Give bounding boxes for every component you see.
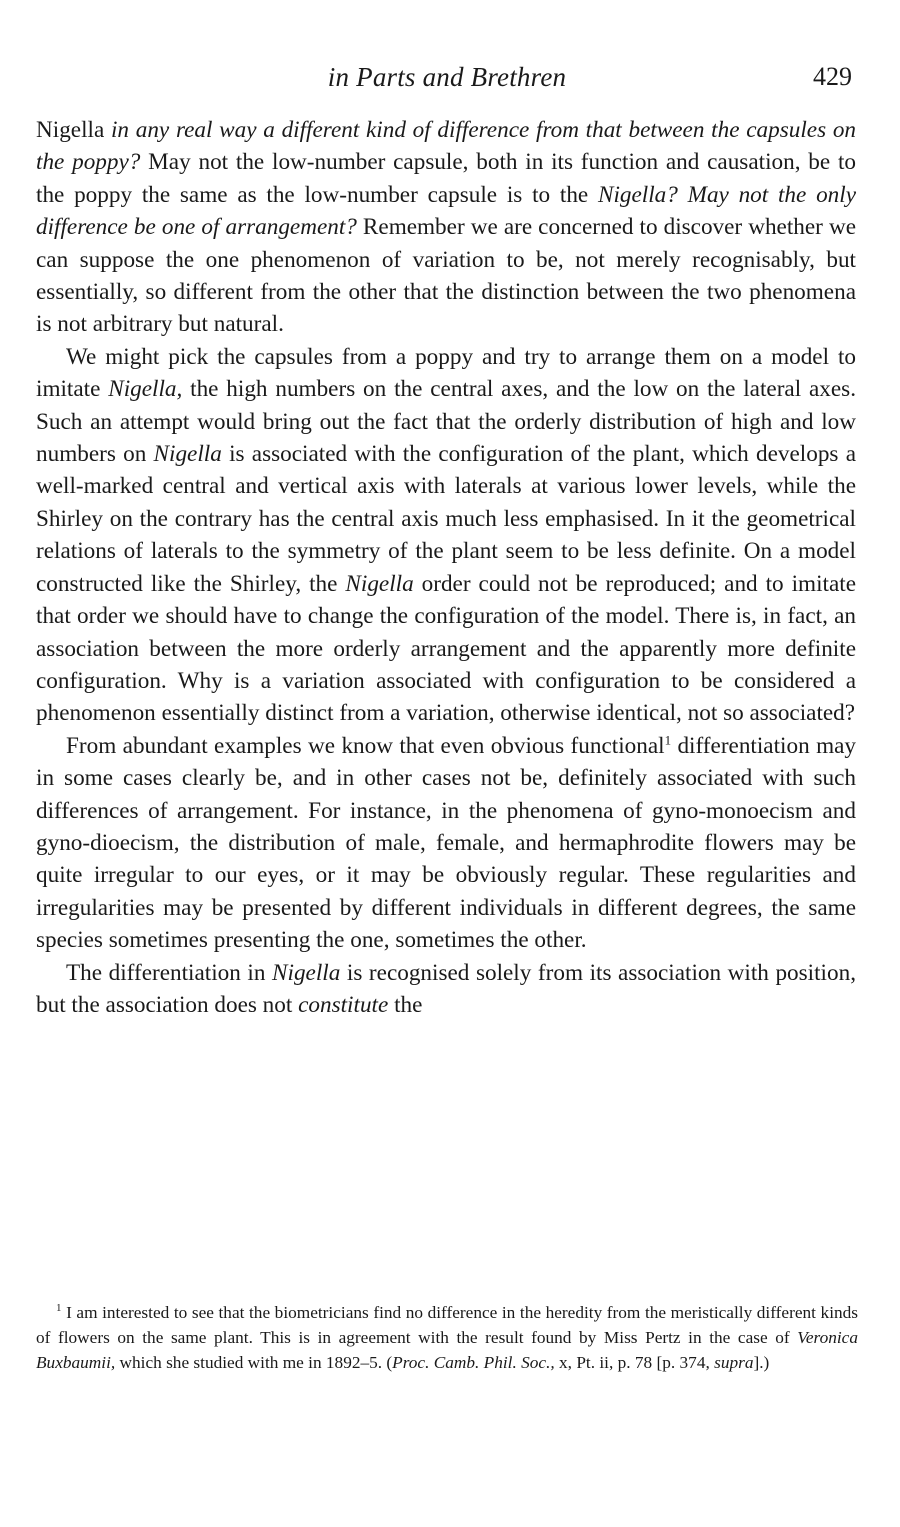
text-run: x, Pt. ii, p. 78 [p. 374, [554, 1353, 715, 1372]
italic-text: May not the only difference be one of arrangement? [36, 181, 856, 241]
paragraph-1 [36, 114, 856, 341]
italic-text: in any real way a different kind of difference from that between the capsules on the poppy? [36, 117, 857, 176]
footnote [36, 1300, 858, 1375]
paragraph-4 [36, 957, 856, 1022]
italic-text: Nigella [272, 959, 341, 986]
text-run: Remember we are concerned to discover whether we can suppose the one phenomenon of variation to be, not merely recognisably, but essentially, so different from the other that the distinction between the two phenomena is not arbitrary but natural. [36, 214, 856, 338]
text-run: the high numbers on the central axes, and the low on the lateral axes. Such an attempt would bring out the fact that the orderly distribution of high and low numbers on [36, 376, 856, 468]
running-head [36, 62, 858, 98]
paragraph-3 [36, 730, 856, 957]
text-run: We might pick the capsules from a poppy and try to arrange them on a model to imitate [36, 343, 856, 403]
text-run: is associated with the configuration of the plant, which develops a well-marked central and vertical axis with laterals at various lower levels, while the Shirley on the contrary has the central axis much less emphasised. In it the geometrical relations of laterals to the symmetry of the plant seem to be less definite. On a model constructed like the Shirley, the [36, 441, 856, 597]
body-text [36, 114, 856, 1021]
italic-text: Nigella? [597, 181, 678, 208]
text-run: the [388, 991, 423, 1018]
text-run: I am interested to see that the biometricians find no difference in the heredity from the meristically different kinds of flowers on the same plant. This is in agreement with the result found by Miss Pertz in the case of [36, 1303, 858, 1347]
text-run: which she studied with me in 1892–5. ( [115, 1353, 393, 1372]
page-number: 429 [813, 62, 852, 91]
text-run: The differentiation in [66, 959, 273, 986]
footnote-marker: 1 [56, 1302, 62, 1315]
text-run: Nigella [36, 117, 111, 143]
text-run: order could not be reproduced; and to imitate that order we should have to change the configuration of the model. There is, in fact, an association between the more orderly arrangement and the apparently more definite configuration. Why is a variation associated with configuration to be considered a phenomenon essentially distinct from a variation, otherwise identical, not so associated? [36, 570, 856, 727]
italic-text: Proc. Camb. Phil. Soc., [392, 1353, 555, 1372]
paragraph-3-text-end: differentiation may in some cases clearly be, and in other cases not be, definitely associated with such differences of arrangement. For instance, in the phenomena of gyno-monoecism and gyno-dioecism, the distribution of male, female, and hermaphrodite flowers may be quite irregular to our eyes, or it may be obviously regular. These regularities and irregularities may be presented by different individuals in different degrees, the same species sometimes presenting the one, sometimes the other. [36, 732, 856, 954]
text-run: May not the low-number capsule, both in its function and causation, be to the poppy the same as the low-number capsule is to the [36, 149, 856, 208]
text-run: ].) [753, 1353, 770, 1372]
footnote-reference: 1 [664, 731, 672, 747]
italic-text: Nigella [345, 570, 414, 597]
text-run [678, 182, 688, 208]
paragraph-2 [36, 341, 856, 730]
italic-text: supra [714, 1353, 754, 1372]
italic-text: constitute [298, 991, 389, 1018]
text-run: is recognised solely from its association with position, but the association does not [36, 959, 856, 1018]
running-title: in Parts and Brethren [327, 62, 567, 92]
italic-text: Veronica Buxbaumii, [36, 1328, 858, 1372]
footnote-text [36, 1303, 858, 1372]
italic-text: Nigella, [108, 376, 183, 403]
italic-text: Nigella [153, 441, 222, 468]
paragraph-3-text-start: From abundant examples we know that even obvious functional [66, 732, 665, 759]
